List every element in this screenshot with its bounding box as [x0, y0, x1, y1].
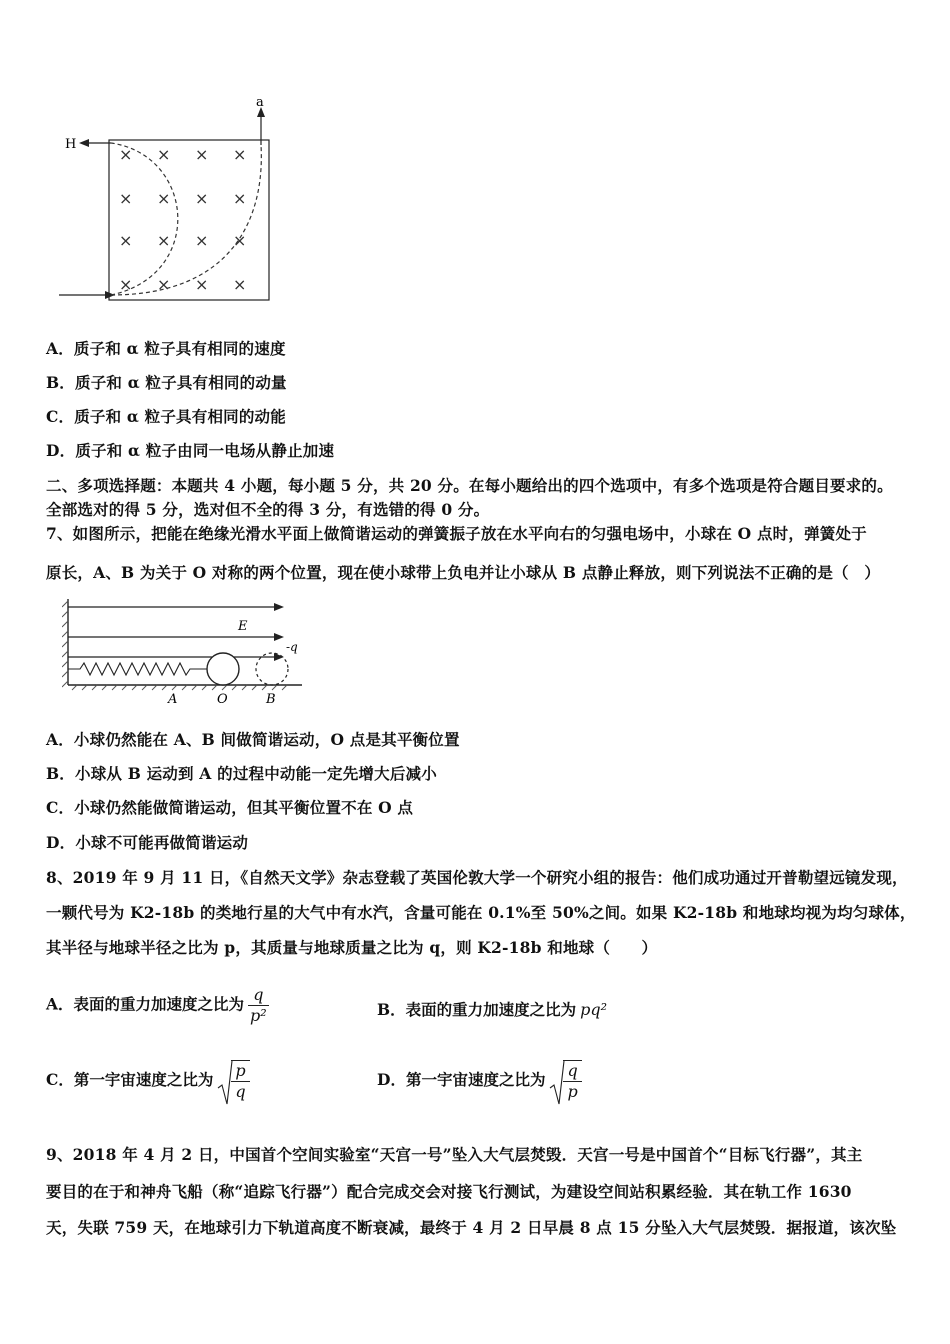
alpha-path	[111, 145, 261, 295]
q8-option-a-text: A．表面的重力加速度之比为	[46, 994, 245, 1014]
cross-mark: ×	[233, 231, 247, 250]
spring	[68, 663, 207, 675]
section2-heading: 二、多项选择题：本题共 4 小题，每小题 5 分，共 20 分。在每小题给出的四个选项中，有多个选项是符合题目要求的。	[46, 476, 893, 495]
label-q: -q	[286, 640, 298, 654]
q6-option-b: B．质子和 α 粒子具有相同的动量	[46, 373, 287, 392]
sqrt-q-over-p	[549, 1060, 581, 1102]
fraction-denominator: p²	[250, 1006, 267, 1025]
cross-mark: ×	[233, 145, 247, 164]
q8-option-d-text: D．第一宇宙速度之比为	[377, 1070, 546, 1089]
proton-path	[111, 143, 178, 295]
cross-mark: ×	[195, 189, 209, 208]
q7-stem-line1: 7、如图所示，把能在绝缘光滑水平面上做简谐运动的弹簧振子放在水平向右的匀强电场中，小球在 O 点时，弹簧处于	[46, 524, 867, 543]
label-B: B	[266, 692, 276, 707]
cross-mark: ×	[195, 275, 209, 294]
q7-stem-line2: 原长，A、B 为关于 O 对称的两个位置，现在使小球带上负电并让小球从 B 点静止释放，则下列说法不正确的是（ ）	[46, 563, 881, 582]
q8-option-b	[377, 998, 607, 1020]
spring-oscillator-figure	[62, 597, 302, 709]
q8-stem-line3: 其半径与地球半径之比为 p，其质量与地球质量之比为 q，则 K2-18b 和地球（ ）	[46, 938, 658, 957]
cross-mark: ×	[157, 275, 171, 294]
cross-mark: ×	[157, 231, 171, 250]
q7-option-d: D．小球不可能再做简谐运动	[46, 833, 249, 852]
label-a: a	[256, 95, 264, 110]
q8-stem-line2: 一颗代号为 K2-18b 的类地行星的大气中有水汽，含量可能在 0.1%至 50%之间。如果 K2-18b 和地球均视为均匀球体，	[46, 903, 916, 922]
fraction-numerator: q	[563, 1061, 581, 1082]
q8-option-c	[46, 1060, 250, 1102]
label-O: O	[217, 692, 228, 707]
q8-option-a	[46, 985, 269, 1026]
arrow-left-icon	[79, 139, 89, 147]
q6-option-d: D．质子和 α 粒子由同一电场从静止加速	[46, 441, 335, 460]
q7-option-a: A．小球仍然能在 A、B 间做简谐运动，O 点是其平衡位置	[46, 730, 460, 749]
cross-mark: ×	[195, 231, 209, 250]
section2-subheading: 全部选对的得 5 分，选对但不全的得 3 分，有选错的得 0 分。	[46, 500, 490, 519]
q9-stem-line3: 天，失联 759 天，在地球引力下轨道高度不断衰减，最终于 4 月 2 日早晨 8 点 15 分坠入大气层焚毁．据报道，该次坠	[46, 1218, 897, 1237]
fraction-numerator: p	[231, 1061, 249, 1082]
label-E: E	[238, 619, 248, 634]
cross-mark: ×	[233, 275, 247, 294]
field-crosses	[119, 145, 246, 294]
cross-mark: ×	[157, 189, 171, 208]
sqrt-p-over-q	[217, 1060, 249, 1102]
arrow-right-icon	[274, 633, 284, 641]
arrow-right-icon	[274, 603, 284, 611]
cross-mark: ×	[119, 145, 133, 164]
fraction-q-over-p2	[248, 985, 269, 1026]
cross-mark: ×	[119, 275, 133, 294]
q8-option-c-text: C．第一宇宙速度之比为	[46, 1070, 214, 1089]
cross-mark: ×	[157, 145, 171, 164]
q9-stem-line1: 9、2018 年 4 月 2 日，中国首个空间实验室“天宫一号”坠入大气层焚毁．天宫一号是中国首个“目标飞行器”，其主	[46, 1145, 863, 1164]
magnetic-field-figure	[55, 95, 285, 310]
fraction-numerator: q	[248, 985, 269, 1006]
cross-mark: ×	[119, 231, 133, 250]
math-pq2: pq²	[580, 1000, 608, 1019]
ball-at-O	[207, 653, 239, 685]
label-H: H	[65, 137, 77, 152]
q8-option-d	[377, 1060, 582, 1102]
q8-stem-line1: 8、2019 年 9 月 11 日，《自然天文学》杂志登载了英国伦敦大学一个研究小组的报告：他们成功通过开普勒望远镜发现，	[46, 868, 908, 887]
q7-option-c: C．小球仍然能做简谐运动，但其平衡位置不在 O 点	[46, 798, 414, 817]
label-A: A	[168, 692, 178, 707]
fraction-denominator: q	[235, 1082, 246, 1101]
q6-option-a: A．质子和 α 粒子具有相同的速度	[46, 339, 286, 358]
q8-option-b-text: B．表面的重力加速度之比为	[377, 1000, 577, 1019]
cross-mark: ×	[195, 145, 209, 164]
ball-at-B	[256, 653, 288, 685]
q9-stem-line2: 要目的在于和神舟飞船（称“追踪飞行器”）配合完成交会对接飞行测试，为建设空间站积累经验．其在轨工作 1630	[46, 1182, 852, 1201]
cross-mark: ×	[233, 189, 247, 208]
q6-option-c: C．质子和 α 粒子具有相同的动能	[46, 407, 286, 426]
q7-option-b: B．小球从 B 运动到 A 的过程中动能一定先增大后减小	[46, 764, 437, 783]
cross-mark: ×	[119, 189, 133, 208]
fraction-denominator: p	[567, 1082, 578, 1101]
